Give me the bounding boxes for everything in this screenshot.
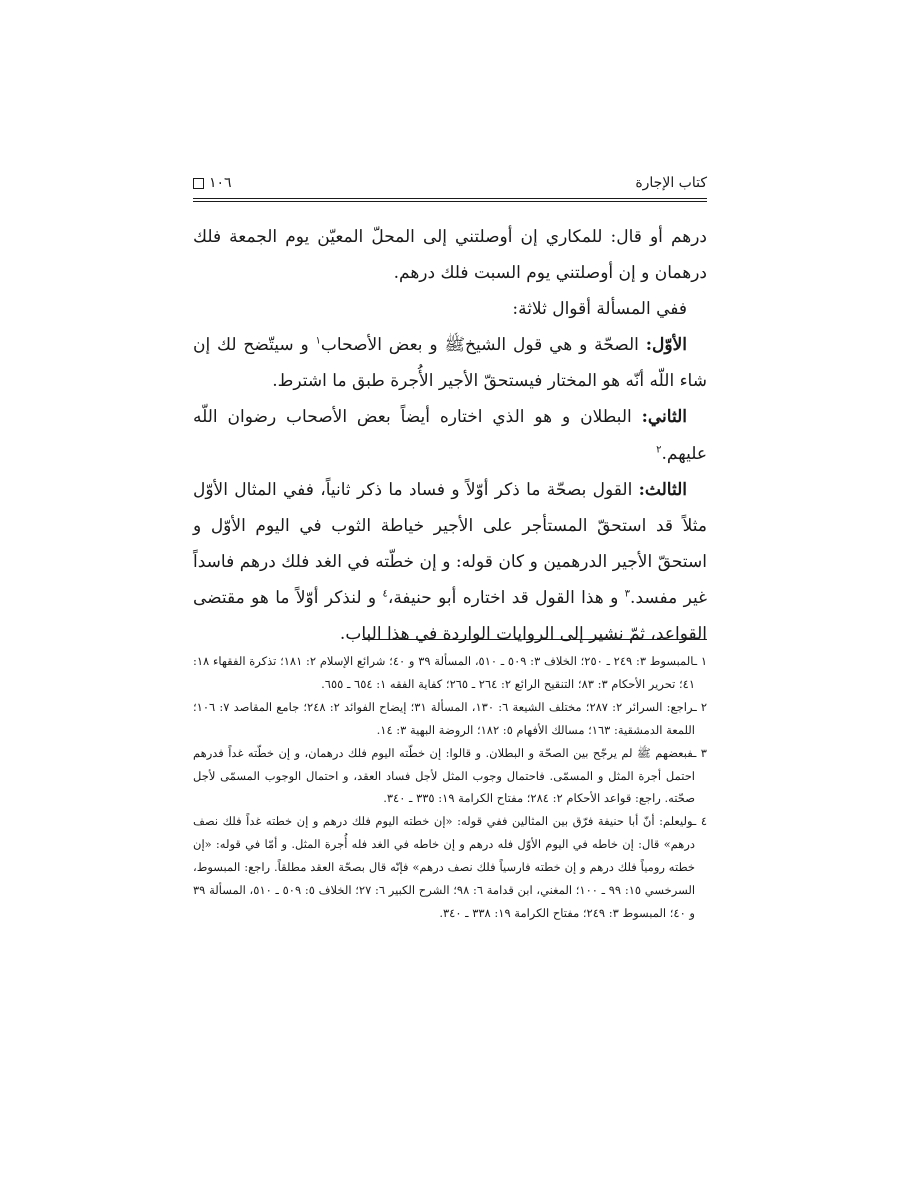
honorific-glyph: ﷺ — [444, 335, 465, 356]
paragraph-second-opinion — [193, 399, 707, 471]
paragraph-2: ففي المسألة أقوال ثلاثة: — [512, 299, 687, 320]
footnote-ref-1: ١ — [315, 335, 321, 347]
footnote-number: ٢ ـ — [693, 699, 708, 714]
page-number-block — [193, 175, 232, 191]
second-opinion-text: البطلان و هو الذي اختاره أيضاً بعض الأصحاب رضوان اللّه عليهم. — [193, 407, 707, 464]
second-opinion-label: الثاني: — [641, 407, 687, 428]
footnotes — [193, 650, 707, 925]
paragraph-third-opinion — [193, 472, 707, 652]
footnote-ref-4: ٤ — [382, 588, 388, 600]
footnote-3 — [193, 742, 707, 811]
paragraph-first-opinion — [193, 327, 707, 399]
running-header — [193, 175, 707, 191]
footnote-number: ٣ ـ — [693, 745, 707, 760]
first-opinion-text-a: الصحّة و هي قول الشيخ — [464, 335, 646, 356]
footnote-text: راجع: السرائر ٢: ٢٨٧؛ مختلف الشيعة ٦: ١٣٠، المسألة ٣١؛ إيضاح الفوائد ٢: ٢٤٨؛ جامع المقاصد ٧: ١٠٦؛ اللمعة الدمشقية: ١٦٣؛ مسالك الأفهام ٥: ١٨٢؛ الروضة البهية ٣: ١٤. — [193, 699, 695, 737]
footnote-text: فبعضهم ﷺ لم يرجّح بين الصحّة و البطلان. و قالوا: إن خطّته اليوم فلك درهمان، و إن خطّته غداً فدرهم احتمل أجرة المثل و المسمّى. فاحتمال وجوب المثل لأجل فساد العقد، و احتمال الوجوب المسمّى لأجل صحّته. راجع: قواعد الأحكام ٢: ٢٨٤؛ مفتاح الكرامة ١٩: ٣٣٥ ـ ٣٤٠. — [193, 745, 695, 806]
square-box-icon — [193, 178, 204, 189]
paragraph-1: درهم أو قال: للمكاري إن أوصلتني إلى المحلّ المعيّن يوم الجمعة فلك درهمان و إن أوصلتني يوم السبت فلك درهم. — [193, 227, 707, 284]
footnote-text: المبسوط ٣: ٢٤٩ ـ ٢٥٠؛ الخلاف ٣: ٥٠٩ ـ ٥١٠، المسألة ٣٩ و ٤٠؛ شرائع الإسلام ٢: ١٨١؛ تذكرة الفقهاء ١٨: ٤١؛ تحرير الأحكام ٣: ٨٣؛ التنقيح الرائع ٢: ٢٦٤ ـ ٢٦٥؛ كفاية الفقه ١: ٦٥٤ ـ ٦٥٥. — [193, 654, 695, 691]
footnote-text: وليعلم: أنّ أبا حنيفة فرّق بين المثالين ففي قوله: «إن خطته اليوم فلك درهم و إن خطته غداً فلك نصف درهم» قال: إن خاطه في اليوم الأوّل فله درهم و إن خاطه في الغد فله أُجرة المثل. و أمّا في قوله: «إن خطته رومياً فلك درهم و إن خطته فارسياً فلك نصف درهم» فإنّه قال بصحّة العقد مطلقاً. راجع: المبسوط، السرخسي ١٥: ٩٩ ـ ١٠٠؛ المغني، ابن قدامة ٦: ٩٨؛ الشرح الكبير ٦: ٢٧؛ الخلاف ٥: ٥٠٩ ـ ٥١٠، المسألة ٣٩ و ٤٠؛ المبسوط ٣: ٢٤٩؛ مفتاح الكرامة ١٩: ٣٣٨ ـ ٣٤٠. — [193, 814, 696, 920]
third-opinion-text-a: القول بصحّة ما ذكر أوّلاً و فساد ما ذكر ثانياً، ففي المثال الأوّل مثلاً قد استحقّ المستأجر على الأجير خياطة الثوب في اليوم الأوّل و استحقّ الأجير الدرهمين و كان قوله: و إن خطّته في الغد فلك درهم فاسداً غير مفسد. — [193, 479, 707, 608]
footnote-2 — [193, 696, 707, 742]
first-opinion-text-c: و سيتّضح لك إن شاء اللّه أنّه هو المختار فيستحقّ الأجير الأُجرة طبق ما اشترط. — [193, 335, 707, 392]
book-title: كتاب الإجارة — [635, 175, 707, 191]
first-opinion-label: الأوّل: — [645, 335, 687, 356]
third-opinion-text-b: و هذا القول قد اختاره أبو حنيفة، — [387, 587, 625, 608]
first-opinion-text-b: و بعض الأصحاب — [320, 335, 445, 356]
footnote-1 — [193, 650, 707, 696]
footnote-ref-2: ٢ — [656, 443, 662, 455]
footnote-ref-3: ٣ — [624, 588, 631, 600]
footnote-number: ٤ ـ — [692, 814, 707, 829]
footnote-4 — [193, 810, 707, 925]
header-rule-bottom — [193, 201, 707, 202]
page-number: ١٠٦ — [209, 175, 232, 191]
main-text — [193, 219, 707, 652]
third-opinion-text-c: و لنذكر أوّلاً ما هو مقتضى القواعد، ثمّ نشير إلى الروايات الواردة في هذا الباب. — [193, 587, 707, 645]
third-opinion-label: الثالث: — [638, 479, 687, 500]
footnote-separator — [362, 639, 707, 640]
footnote-number: ١ ـ — [693, 654, 708, 668]
header-rule-top — [193, 198, 707, 199]
